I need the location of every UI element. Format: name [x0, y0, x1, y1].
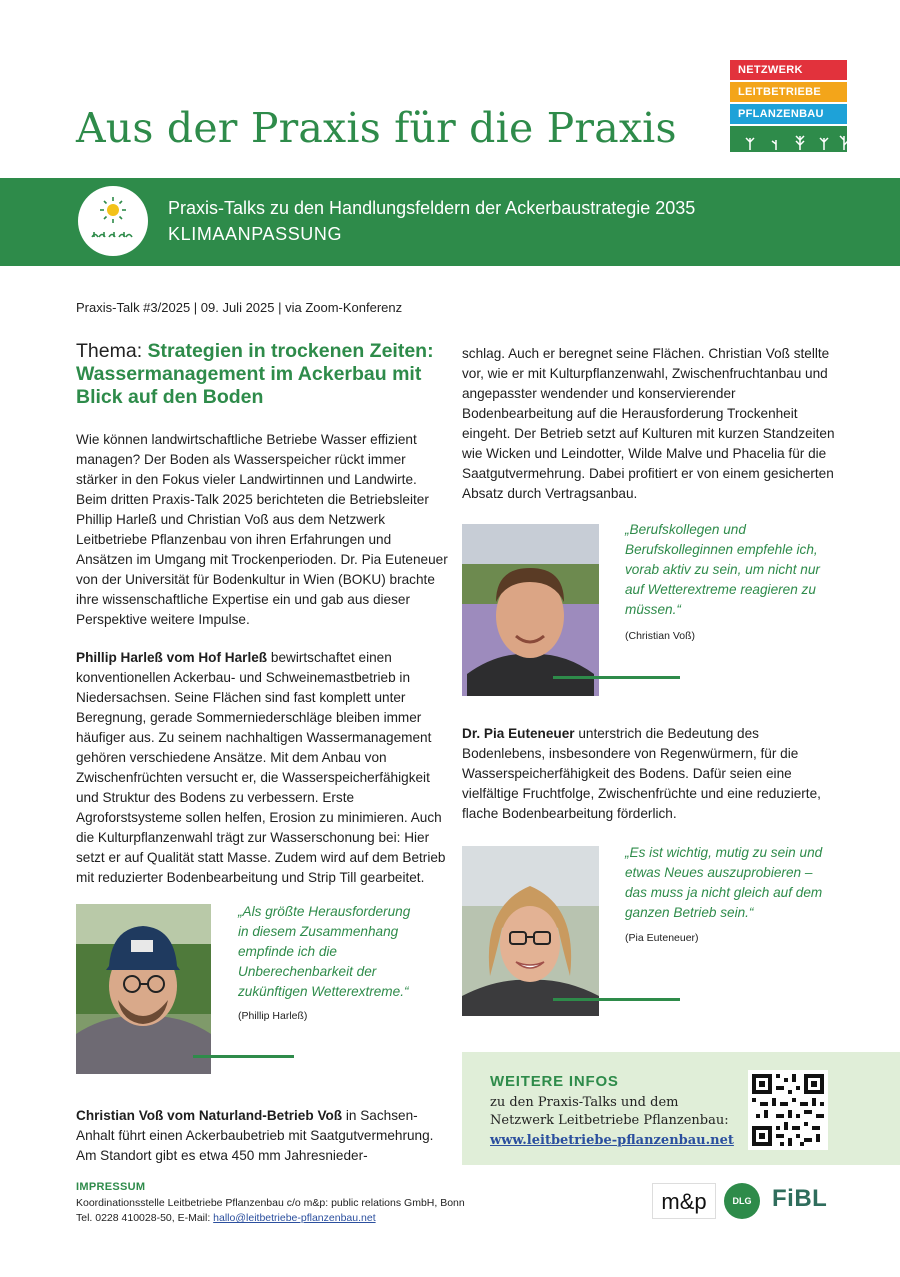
quote-divider	[553, 676, 680, 679]
harless-quote-name: (Phillip Harleß)	[238, 1010, 308, 1022]
harless-photo	[76, 904, 211, 1074]
sun-field-icon	[78, 186, 148, 256]
mp-logo: m&p	[652, 1183, 716, 1219]
harless-quote: „Als größte Herausforderung in diesem Zusammenhang empfinde ich die Unberechenbarkeit der zukünftigen Wetterextreme.“	[238, 904, 411, 999]
banner-subtitle: Praxis-Talks zu den Handlungsfeldern der Ackerbaustrategie 2035	[168, 198, 696, 218]
page-title: Aus der Praxis für die Praxis	[76, 104, 677, 152]
voss-paragraph-part2: schlag. Auch er beregnet seine Flächen. Christian Voß stellte vor, wie er mit Kulturpflanzenwahl, Zwischenfruchtanbau und angepasster wendender und konservierender Bodenbearbeitung auf die Herausforderung Trockenheit eingeht. Der Betrieb setzt auf Kulturen mit kurzen Standzeiten wie Wicken und Leindotter, Wilde Malve und Phacelia für die Saatgutvermehrung. Dabei profitiert er von einem gesicherten Absatz durch Vertragsanbau.	[462, 346, 835, 501]
voss-paragraph-part1	[76, 1106, 448, 1166]
euteneuer-photo	[462, 846, 599, 1016]
email-link[interactable]: hallo@leitbetriebe-pflanzenbau.net	[213, 1212, 376, 1224]
fibl-logo: FiBL	[772, 1185, 828, 1212]
voss-quote-name: (Christian Voß)	[625, 630, 696, 642]
logo-plants-strip	[730, 126, 847, 152]
voss-quote: „Berufskollegen und Berufskolleginnen empfehle ich, vorab aktiv zu sein, um nicht nur auf Wetterextreme reagieren zu müssen.“	[625, 522, 820, 617]
logo-line-pflanzenbau: PFLANZENBAU	[730, 104, 847, 124]
impressum-contact	[76, 1212, 376, 1224]
website-link[interactable]: www.leitbetriebe-pflanzenbau.net	[490, 1133, 734, 1148]
netzwerk-leitbetriebe-logo	[730, 60, 847, 152]
thema-title: Strategien in trockenen Zeiten: Wassermanagement im Ackerbau mit Blick auf den Boden	[76, 340, 434, 408]
logo-line-netzwerk: NETZWERK	[730, 60, 847, 80]
info-text: zu den Praxis-Talks und dem Netzwerk Leitbetriebe Pflanzenbau:	[490, 1095, 729, 1128]
euteneuer-text: unterstrich die Bedeutung des Bodenlebens, insbesondere von Regenwürmern, für die Wasserspeicherfähigkeit des Bodens. Dafür seien eine vielfältige Fruchtfolge, Zwischenfrüchte und eine reduzierte, flache Bodenbearbeitung förderlich.	[462, 726, 821, 821]
dlg-logo: DLG	[724, 1183, 760, 1219]
plants-icon	[738, 126, 855, 152]
info-title: WEITERE INFOS	[490, 1073, 619, 1090]
harless-paragraph	[76, 648, 448, 888]
euteneuer-quote-name: (Pia Euteneuer)	[625, 932, 699, 944]
impressum-phone: Tel. 0228 410028-50, E-Mail:	[76, 1212, 214, 1224]
intro-paragraph: Wie können landwirtschaftliche Betriebe Wasser effizient managen? Der Boden als Wasserspeicher rückt immer stärker in den Fokus vieler Landwirtinnen und Landwirte. Beim dritten Praxis-Talk 2025 berichteten die Betriebsleiter Phillip Harleß und Christian Voß aus dem Netzwerk Leitbetriebe Pflanzenbau von ihren Erfahrungen und Ansätzen im Umgang mit Trockenperioden. Dr. Pia Euteneuer von der Universität für Bodenkultur in Wien (BOKU) brachte ihre wissenschaftliche Expertise ein und gab aus dieser Perspektive weitere Impulse.	[76, 432, 448, 627]
voss-lead: Christian Voß vom Naturland-Betrieb Voß	[76, 1108, 343, 1123]
event-meta: Praxis-Talk #3/2025 | 09. Juli 2025 | via Zoom-Konferenz	[76, 300, 403, 315]
thema-headline	[76, 340, 456, 409]
voss-text-part1: in Sachsen-Anhalt führt einen Ackerbaubetrieb mit Saatgutvermehrung. Am Standort gibt es etwa 450 mm Jahresnieder-	[76, 1108, 434, 1163]
impressum-title: IMPRESSUM	[76, 1181, 146, 1193]
voss-photo	[462, 524, 599, 696]
harless-text: bewirtschaftet einen konventionellen Ackerbau- und Schweinemastbetrieb in Niedersachsen. Seine Flächen sind fast komplett unter Beregnung, gerade Sommerniederschläge bleiben immer häufiger aus. Zu seinem nachhaltigen Wassermanagement gehören verschiedene Ansätze. Mit dem Anbau von Zwischenfrüchten versucht er, die Wasserspeicherfähigkeit und Struktur des Bodens zu verbessern. Erste Agroforstsysteme sollen helfen, Erosion zu minimieren. Auch die Kulturpflanzenwahl trägt zur Wasserschonung bei: Hier setzt er auf Qualität statt Masse. Zudem wird auf dem Betrieb mit reduzierter Bodenbearbeitung und Strip Till gearbeitet.	[76, 650, 446, 885]
euteneuer-quote: „Es ist wichtig, mutig zu sein und etwas Neues auszuprobieren – das muss ja nicht gleich auf dem ganzen Betrieb sein.“	[625, 845, 823, 920]
quote-divider	[193, 1055, 294, 1058]
qr-code-icon[interactable]	[748, 1070, 828, 1150]
harless-lead: Phillip Harleß vom Hof Harleß	[76, 650, 268, 665]
euteneuer-paragraph	[462, 724, 842, 824]
banner-topic: KLIMAANPASSUNG	[168, 224, 343, 244]
thema-label: Thema:	[76, 340, 148, 362]
euteneuer-lead: Dr. Pia Euteneuer	[462, 726, 575, 741]
logo-line-leitbetriebe: LEITBETRIEBE	[730, 82, 847, 102]
impressum-address: Koordinationsstelle Leitbetriebe Pflanzenbau c/o m&p: public relations GmbH, Bonn	[76, 1197, 465, 1209]
quote-divider	[553, 998, 680, 1001]
